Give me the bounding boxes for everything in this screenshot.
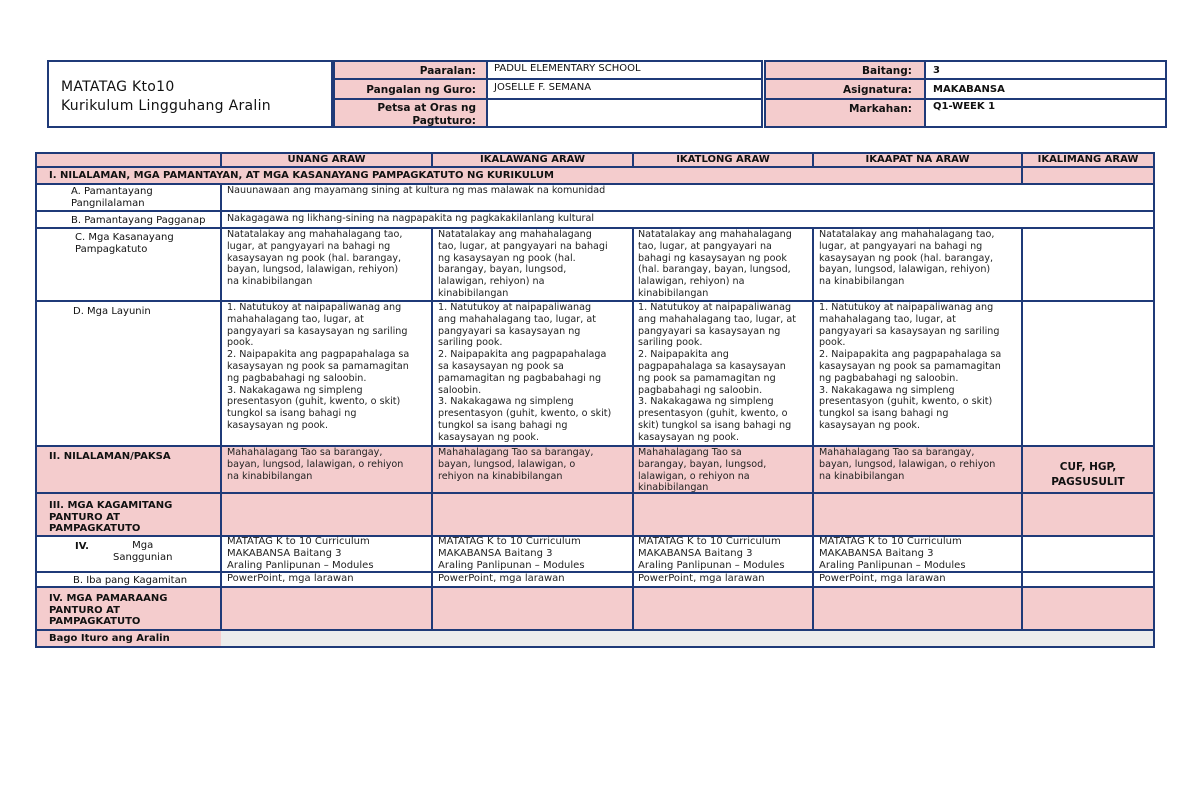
- kasanayan-day4: Natatalakay ang mahahalagang tao, lugar, at pangyayari na bahagi ng kasaysayan ng pook (hal. barangay, bayan, lungsod, lalawigan, rehiyon) na kinabibilangan: [819, 229, 995, 288]
- section3-row: [35, 493, 1155, 536]
- layunin-day2: 1. Natutukoy at naipapaliwanag ang mahahalagang tao, lugar, at pangyayari sa kasaysayan ng sariling pook. 2. Naipapakita ang pagpapahalaga sa kasaysayan ng pook sa pamamagitan ng pagbabahagi ng saloobin. 3. Nakakagawa ng simpleng presentasyon (guhit, kwento, o skit) tungkol sa isang bahagi ng kasaysayan ng pook.: [438, 302, 612, 443]
- col-header-day1: UNANG ARAW: [287, 154, 366, 165]
- baitang-label-cell: [764, 60, 926, 80]
- lesson-table: [35, 152, 1155, 648]
- sanggunian-label: Mga Sanggunian: [113, 540, 173, 563]
- paaralan-value-cell: [486, 60, 763, 80]
- baitang-label: Baitang:: [862, 65, 912, 77]
- guro-value-cell: [486, 78, 763, 100]
- asignatura-value: MAKABANSA: [933, 84, 1005, 95]
- school-info-block: [333, 60, 763, 128]
- paaralan-label-cell: [333, 60, 488, 80]
- petsa-label-cell: [333, 98, 488, 128]
- asignatura-label: Asignatura:: [842, 84, 912, 96]
- sanggunian-number: IV.: [75, 541, 89, 552]
- kagamitan-day1: PowerPoint, mga larawan: [227, 573, 354, 584]
- col-header-day4: IKAAPAT NA ARAW: [865, 154, 970, 165]
- iba-pang-kagamitan-label: B. Iba pang Kagamitan: [73, 575, 188, 586]
- sanggunian-day1: MATATAG K to 10 Curriculum MAKABANSA Baitang 3 Araling Panlipunan – Modules: [227, 536, 374, 571]
- paksa-day1: Mahahalagang Tao sa barangay, bayan, lungsod, lalawigan, o rehiyon na kinabibilangan: [227, 447, 404, 482]
- kasanayang-pampagkatuto-label: C. Mga Kasanayang Pampagkatuto: [75, 232, 174, 255]
- guro-label: Pangalan ng Guro:: [366, 84, 476, 96]
- kagamitan-day4: PowerPoint, mga larawan: [819, 573, 946, 584]
- section2-title: II. NILALAMAN/PAKSA: [49, 451, 171, 462]
- class-info-block: [764, 60, 1167, 128]
- petsa-value-cell: [486, 98, 763, 128]
- kasanayan-day3: Natatalakay ang mahahalagang tao, lugar, at pangyayari na bahagi ng kasaysayan ng pook (hal. barangay, bayan, lungsod, lalawigan, rehiyon) na kinabibilangan: [638, 229, 792, 299]
- markahan-label-cell: [764, 98, 926, 128]
- sanggunian-day2: MATATAG K to 10 Curriculum MAKABANSA Baitang 3 Araling Panlipunan – Modules: [438, 536, 585, 571]
- kagamitan-day2: PowerPoint, mga larawan: [438, 573, 565, 584]
- section3-title: III. MGA KAGAMITANG PANTURO AT PAMPAGKATUTO: [49, 500, 173, 534]
- paksa-day5: CUF, HGP, PAGSUSULIT: [1051, 461, 1125, 488]
- col-header-day3: IKATLONG ARAW: [676, 154, 770, 165]
- title-box: [47, 60, 333, 128]
- guro-label-cell: [333, 78, 488, 100]
- sanggunian-day3: MATATAG K to 10 Curriculum MAKABANSA Baitang 3 Araling Panlipunan – Modules: [638, 536, 785, 571]
- pamantayang-pagganap-label: B. Pamantayang Pagganap: [71, 215, 206, 226]
- baitang-value: 3: [933, 65, 940, 76]
- guro-value: JOSELLE F. SEMANA: [494, 82, 592, 93]
- layunin-day3: 1. Natutukoy at naipapaliwanag ang mahahalagang tao, lugar, at pangyayari sa kasaysayan ng sariling pook. 2. Naipapakita ang pagpapahalaga sa kasaysayan ng pook sa pamamagitan ng pagbabahagi ng saloobin. 3. Nakakagawa ng simpleng presentasyon (guhit, kwento, o skit) tungkol sa isang bahagi ng kasaysayan ng pook.: [638, 302, 796, 443]
- col-header-day5: IKALIMANG ARAW: [1037, 154, 1139, 165]
- layunin-label: D. Mga Layunin: [73, 306, 151, 317]
- title-line2: Kurikulum Lingguhang Aralin: [61, 98, 271, 114]
- sanggunian-day4: MATATAG K to 10 Curriculum MAKABANSA Baitang 3 Araling Panlipunan – Modules: [819, 536, 966, 571]
- col-header-day2: IKALAWANG ARAW: [479, 154, 585, 165]
- layunin-day1: 1. Natutukoy at naipapaliwanag ang mahahalagang tao, lugar, at pangyayari sa kasaysayan ng sariling pook. 2. Naipapakita ang pagpapahalaga sa kasaysayan ng pook sa pamamagitan ng pagbabahagi ng saloobin. 3. Nakakagawa ng simpleng presentasyon (guhit, kwento, o skit) tungkol sa isang bahagi ng kasaysayan ng pook.: [227, 302, 410, 431]
- paksa-day2: Mahahalagang Tao sa barangay, bayan, lungsod, lalawigan, o rehiyon na kinabibilangan: [438, 447, 594, 482]
- paksa-day3: Mahahalagang Tao sa barangay, bayan, lungsod, lalawigan, o rehiyon na kinabibilangan: [638, 447, 767, 494]
- kagamitan-day3: PowerPoint, mga larawan: [638, 573, 765, 584]
- petsa-label: Petsa at Oras ng Pagtuturo:: [377, 102, 476, 127]
- kasanayan-day1: Natatalakay ang mahahalagang tao, lugar, at pangyayari na bahagi ng kasaysayan ng pook (hal. barangay, bayan, lungsod, lalawigan, rehiyon) na kinabibilangan: [227, 229, 403, 288]
- markahan-label: Markahan:: [848, 103, 912, 115]
- bago-ituro-label: Bago Ituro ang Aralin: [49, 633, 170, 644]
- section1-title: I. NILALAMAN, MGA PAMANTAYAN, AT MGA KASANAYANG PAMPAGKATUTO NG KURIKULUM: [49, 170, 554, 181]
- section4-title: IV. MGA PAMARAANG PANTURO AT PAMPAGKATUTO: [49, 593, 168, 627]
- paaralan-label: Paaralan:: [419, 65, 476, 77]
- baitang-value-cell: [924, 60, 1167, 80]
- markahan-value: Q1-WEEK 1: [933, 101, 996, 112]
- pamantayang-pagganap-value: Nakagagawa ng likhang-sining na nagpapakita ng pagkakakilanlang kultural: [227, 213, 595, 224]
- asignatura-value-cell: [924, 78, 1167, 100]
- pamantayang-pangnilalaman-value: Nauunawaan ang mayamang sining at kultura ng mas malawak na komunidad: [227, 185, 606, 196]
- title-line1: MATATAG Kto10: [61, 79, 175, 95]
- paksa-day4: Mahahalagang Tao sa barangay, bayan, lungsod, lalawigan, o rehiyon na kinabibilangan: [819, 447, 996, 482]
- paaralan-value: PADUL ELEMENTARY SCHOOL: [494, 63, 641, 74]
- pamantayang-pangnilalaman-label: A. Pamantayang Pangnilalaman: [71, 186, 153, 209]
- asignatura-label-cell: [764, 78, 926, 100]
- kasanayan-day2: Natatalakay ang mahahalagang tao, lugar, at pangyayari na bahagi ng kasaysayan ng pook (hal. barangay, bayan, lungsod, lalawigan, rehiyon) na kinabibilangan: [438, 229, 608, 299]
- markahan-value-cell: [924, 98, 1167, 128]
- layunin-day4: 1. Natutukoy at naipapaliwanag ang mahahalagang tao, lugar, at pangyayari sa kasaysayan ng sariling pook. 2. Naipapakita ang pagpapahalaga sa kasaysayan ng pook sa pamamagitan ng pagbabahagi ng saloobin. 3. Nakakagawa ng simpleng presentasyon (guhit, kwento, o skit) tungkol sa isang bahagi ng kasaysayan ng pook.: [819, 302, 1002, 431]
- section4-row: [35, 587, 1155, 630]
